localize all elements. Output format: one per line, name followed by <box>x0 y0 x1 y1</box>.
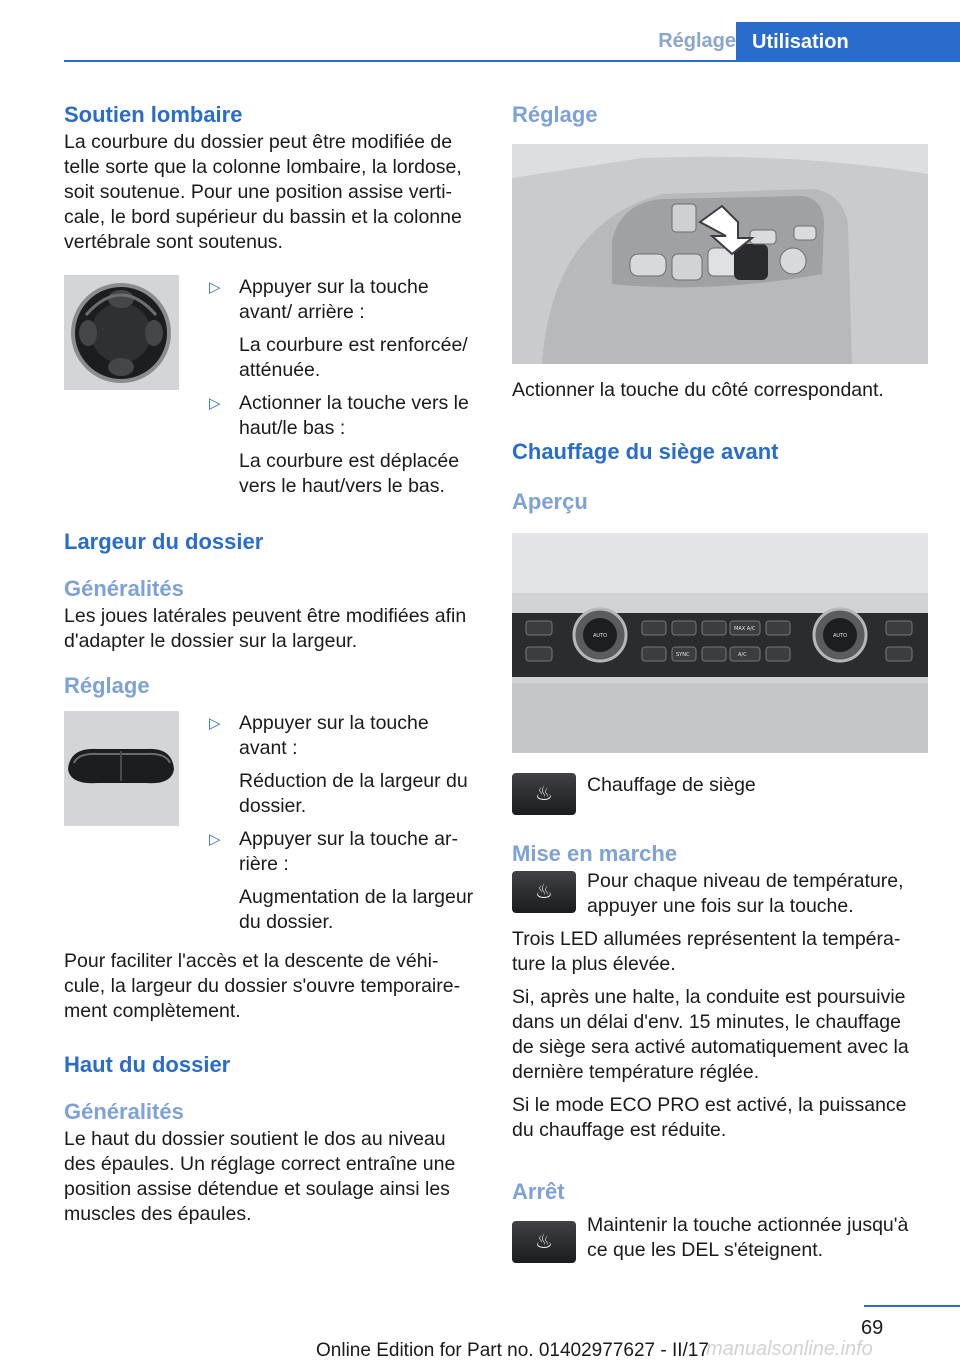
subsection-title-switch-off: Arrêt <box>512 1179 565 1204</box>
top-general-text: Le haut du dossier soutient le dos au niveau des épaules. Un réglage correct entraîne une position assise détendue et soulage ainsi les muscles des épaules. <box>64 1128 456 1225</box>
switch-on-para-1: Trois LED allumées représentent la tempéra‐ ture la plus élevée. <box>512 928 901 975</box>
seat-buttons-photo <box>512 144 928 364</box>
seat-heating-icon: ♨ <box>535 1231 553 1253</box>
triangle-bullet-icon: ▷ <box>209 279 221 296</box>
header-tab-utilisation[interactable]: Utilisation <box>736 22 960 62</box>
width-note: Pour faciliter l'accès et la descente de véhi‐ cule, la largeur du dossier s'ouvre temporaire‐ ment complètement. <box>64 950 461 1022</box>
section-title-seat-heating: Chauffage du siège avant <box>512 439 779 464</box>
bullet-action: Actionner la touche vers le haut/le bas : <box>239 392 469 439</box>
triangle-bullet-icon: ▷ <box>209 831 221 848</box>
bullet-action: Appuyer sur la touche ar‐ rière : <box>239 828 458 875</box>
triangle-bullet-icon: ▷ <box>209 395 221 412</box>
switch-off-text: Maintenir la touche actionnée jusqu'à ce que les DEL s'éteignent. <box>587 1214 909 1261</box>
panel-label-max-ac: MAX A/C <box>734 626 756 632</box>
page-number: 69 <box>861 1317 884 1339</box>
switch-on-para-2: Si, après une halte, la conduite est poursuivie dans un délai d'env. 15 minutes, le chauffage de siège sera activé automatiquement avec la dernière température réglée. <box>512 986 909 1083</box>
width-switch-illustration <box>64 711 179 826</box>
panel-label-auto-left: AUTO <box>593 633 608 639</box>
triangle-bullet-icon: ▷ <box>209 715 221 732</box>
seat-heating-button[interactable] <box>512 773 576 815</box>
header-tab-reglage[interactable]: Réglage <box>658 30 736 52</box>
bullet-action: Appuyer sur la touche avant/ arrière : <box>239 276 429 323</box>
right-column <box>512 100 928 1263</box>
lumbar-switch-illustration <box>64 275 179 390</box>
bullet-result: La courbure est renforcée/ atténuée. <box>239 334 468 381</box>
switch-on-text: Pour chaque niveau de température, appuyer une fois sur la touche. <box>587 870 904 917</box>
seat-heating-icon: ♨ <box>535 881 553 903</box>
left-column <box>64 100 480 1227</box>
subsection-title-adjust: Réglage <box>512 102 598 127</box>
bullet-result: La courbure est déplacée vers le haut/vers le bas. <box>239 450 460 497</box>
width-switch-image <box>64 711 179 826</box>
panel-label-sync: SYNC <box>676 652 690 658</box>
footer-rule <box>864 1305 960 1307</box>
lumbar-control-block <box>64 275 480 499</box>
lumbar-instructions <box>209 275 480 499</box>
bullet-action: Appuyer sur la touche avant : <box>239 712 429 759</box>
seat-heating-button[interactable] <box>512 871 576 913</box>
width-general-text: Les joues latérales peuvent être modifiées afin d'adapter le dossier sur la largeur. <box>64 605 467 652</box>
climate-panel-illustration <box>512 533 928 753</box>
lumbar-bullet-1 <box>209 275 480 383</box>
switch-off-row <box>512 1213 928 1263</box>
seat-buttons-illustration <box>512 144 928 364</box>
section-title-lumbar: Soutien lombaire <box>64 102 243 127</box>
section-title-width: Largeur du dossier <box>64 529 264 554</box>
watermark: manualsonline.info <box>706 1338 873 1360</box>
subsection-title-switch-on: Mise en marche <box>512 841 678 866</box>
width-control-block <box>64 711 480 935</box>
section-title-top: Haut du dossier <box>64 1052 231 1077</box>
subsection-title-overview: Aperçu <box>512 489 588 514</box>
subsection-title-top-general: Généralités <box>64 1099 184 1124</box>
seat-heating-button[interactable] <box>512 1221 576 1263</box>
bullet-result: Réduction de la largeur du dossier. <box>239 770 468 817</box>
seat-heating-icon: ♨ <box>535 783 553 805</box>
width-bullet-2 <box>209 827 480 935</box>
lumbar-intro: La courbure du dossier peut être modifiée de telle sorte que la colonne lombaire, la lordose, soit soutenue. Pour une position assise verti‐ cale, le bord supérieur du bassin et la colonne vertébrale sont soutenus. <box>64 131 462 253</box>
bullet-result: Augmentation de la largeur du dossier. <box>239 886 474 933</box>
subsection-title-width-adjust: Réglage <box>64 673 150 698</box>
adjust-caption: Actionner la touche du côté correspondant. <box>512 379 884 401</box>
climate-panel-photo <box>512 533 928 753</box>
seat-heating-overview-row <box>512 773 928 815</box>
panel-label-auto-right: AUTO <box>833 633 848 639</box>
header-rule <box>64 60 960 62</box>
switch-on-row <box>512 869 928 919</box>
width-bullet-1 <box>209 711 480 819</box>
width-instructions <box>209 711 480 935</box>
lumbar-switch-image <box>64 275 179 390</box>
switch-on-para-3: Si le mode ECO PRO est activé, la puissance du chauffage est réduite. <box>512 1094 907 1141</box>
seat-heating-label: Chauffage de siège <box>587 774 756 796</box>
page-header <box>0 0 960 62</box>
panel-label-ac: A/C <box>738 652 747 658</box>
subsection-title-width-general: Généralités <box>64 576 184 601</box>
lumbar-bullet-2 <box>209 391 480 499</box>
edition-line: Online Edition for Part no. 01402977627 - II/17 <box>316 1340 709 1361</box>
